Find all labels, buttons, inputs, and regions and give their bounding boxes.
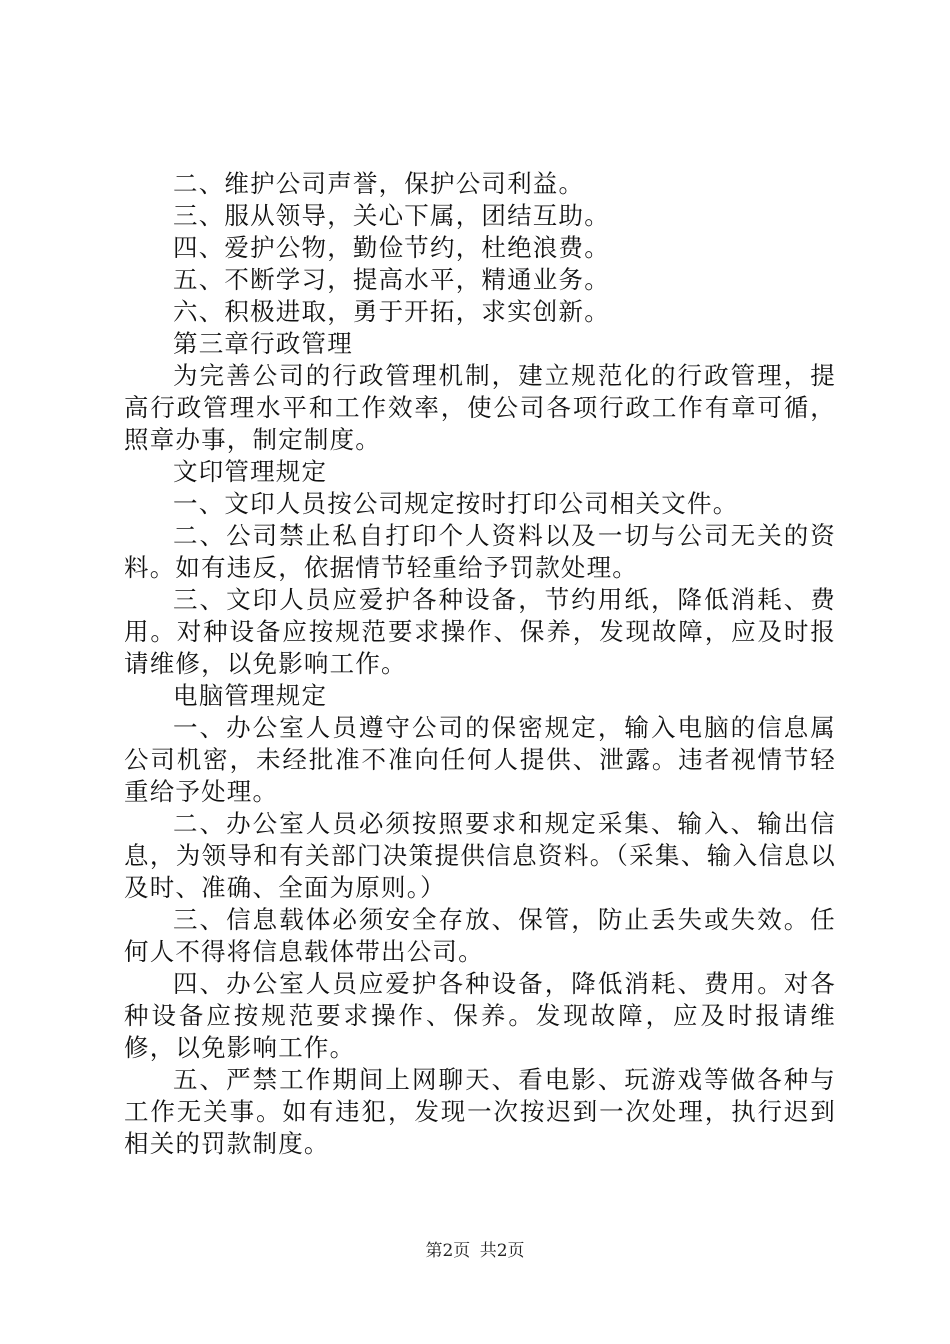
page-total: 共2页 [479, 1241, 525, 1261]
paragraph-computer-2: 二、办公室人员必须按照要求和规定采集、输入、输出信息，为领导和有关部门决策提供信息资料。（采集、输入信息以及时、准确、全面为原则。） [124, 809, 836, 902]
paragraph-computer-4: 四、办公室人员应爱护各种设备，降低消耗、费用。对各种设备应按规范要求操作、保养。发现故障，应及时报请维修，以免影响工作。 [124, 969, 836, 1062]
paragraph-4: 五、不断学习，提高水平，精通业务。 [173, 265, 610, 294]
chapter-heading: 第三章行政管理 [173, 329, 353, 358]
page-footer [0, 1240, 950, 1262]
page-number: 第2页 [425, 1241, 471, 1261]
paragraph-computer-1: 一、办公室人员遵守公司的保密规定，输入电脑的信息属公司机密，未经批准不准向任何人提供、泄露。违者视情节轻重给予处理。 [124, 713, 836, 806]
paragraph-intro: 为完善公司的行政管理机制，建立规范化的行政管理，提高行政管理水平和工作效率，使公司各项行政工作有章可循，照章办事，制定制度。 [124, 361, 836, 454]
section-heading-computer: 电脑管理规定 [173, 681, 328, 710]
section-heading-printing: 文印管理规定 [173, 457, 328, 486]
paragraph-5: 六、积极进取，勇于开拓，求实创新。 [173, 297, 610, 326]
paragraph-3: 四、爱护公物，勤俭节约，杜绝浪费。 [173, 233, 610, 262]
document-body [124, 168, 836, 1160]
paragraph-printing-2: 二、公司禁止私自打印个人资料以及一切与公司无关的资料。如有违反，依据情节轻重给予罚款处理。 [124, 521, 836, 582]
paragraph-2: 三、服从领导，关心下属，团结互助。 [173, 201, 610, 230]
paragraph-computer-5: 五、严禁工作期间上网聊天、看电影、玩游戏等做各种与工作无关事。如有违犯，发现一次按迟到一次处理，执行迟到相关的罚款制度。 [124, 1065, 836, 1158]
paragraph-computer-3: 三、信息载体必须安全存放、保管，防止丢失或失效。任何人不得将信息载体带出公司。 [124, 905, 836, 966]
paragraph-printing-3: 三、文印人员应爱护各种设备，节约用纸，降低消耗、费用。对种设备应按规范要求操作、保养，发现故障，应及时报请维修，以免影响工作。 [124, 585, 836, 678]
paragraph-printing-1: 一、文印人员按公司规定按时打印公司相关文件。 [173, 489, 739, 518]
paragraph-1: 二、维护公司声誉，保护公司利益。 [173, 169, 585, 198]
